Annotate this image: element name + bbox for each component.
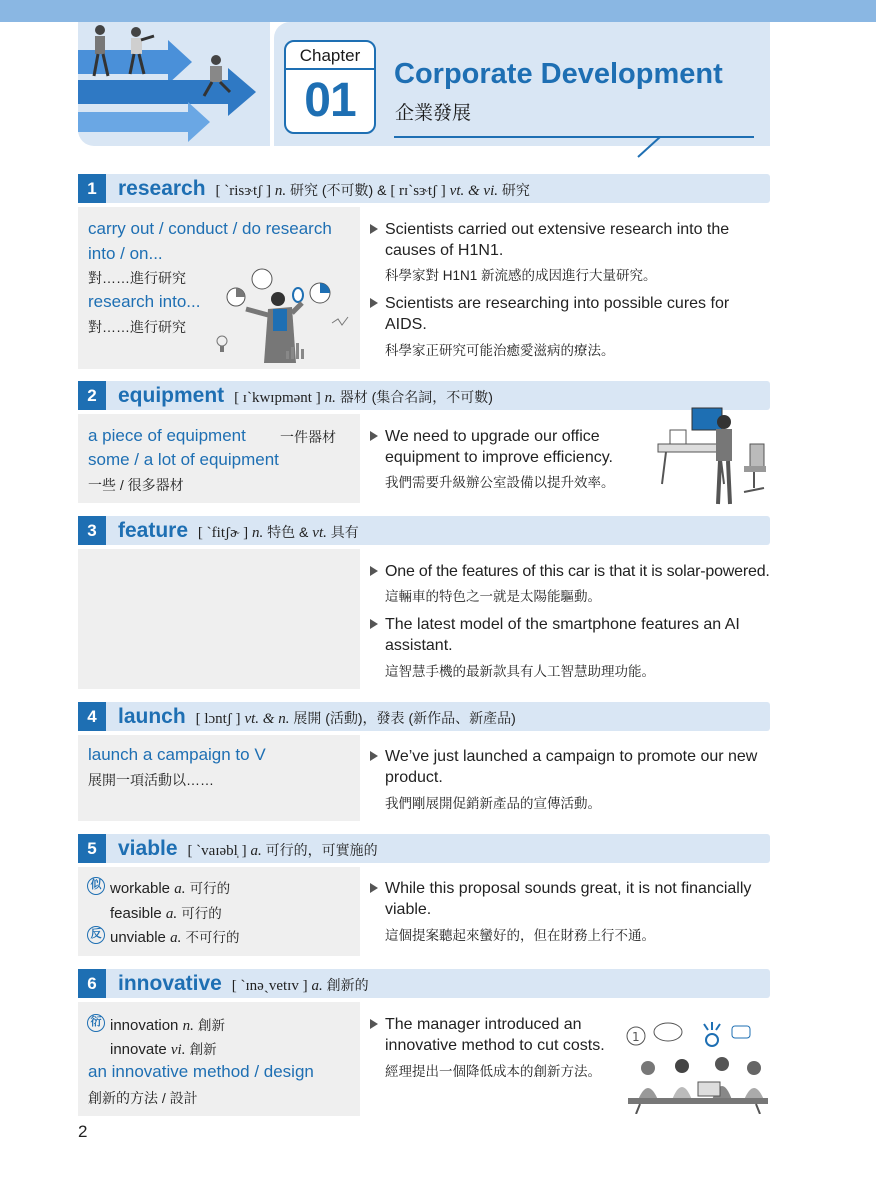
entry-headline [118, 516, 359, 545]
phrase: carry out / conduct / do research [88, 219, 332, 238]
related-word-text: feasible [110, 905, 162, 922]
entry-pos: n. [274, 183, 287, 199]
example-line: Scientists are researching into possible cures for [385, 295, 730, 312]
example-line: causes of H1N1. [385, 242, 504, 259]
word-heading-viable [78, 834, 770, 863]
phrase-translation: 創新的方法 / 設計 [88, 1090, 198, 1106]
entry-pronunciation: [ ˋfitʃɚ ] [197, 525, 249, 541]
example-line: AIDS. [385, 316, 427, 333]
example-translation: 科學家對 H1N1 新流感的成因進行大量研究。 [385, 268, 657, 283]
entry-pos-verb: vt. [312, 525, 327, 541]
entry-number: 3 [78, 516, 106, 545]
example-line: We’ve just launched a campaign to promote our new [385, 748, 758, 765]
entry-pronunciation: [ lɔntʃ ] [195, 711, 241, 727]
svg-text:1: 1 [632, 1030, 640, 1044]
page-number: 2 [78, 1122, 88, 1141]
example-line: equipment to improve efficiency. [385, 449, 613, 466]
example-line: Scientists carried out extensive research into the [385, 221, 730, 238]
bullet-triangle-icon [370, 883, 378, 893]
example-line: product. [385, 769, 443, 786]
related-word-translation: 不可行的 [185, 930, 240, 945]
chapter-badge [284, 40, 376, 134]
bullet-triangle-icon [370, 224, 378, 234]
entry-definition-verb: 具有 [330, 524, 359, 540]
example-translation: 這智慧手機的最新款具有人工智慧助理功能。 [385, 664, 655, 679]
example-english [385, 561, 770, 582]
entry-headline [118, 381, 493, 410]
example-line: One of the features of this car is that it is solar-powered. [385, 563, 770, 580]
example-translation: 科學家正研究可能治癒愛滋病的療法。 [385, 343, 615, 358]
entry-term: equipment [118, 384, 225, 407]
phrase: some / a lot of equipment [88, 450, 279, 469]
entry-pronunciation: [ ˋrisɝtʃ ] [215, 183, 271, 199]
related-word-translation: 創新 [189, 1042, 217, 1057]
related-word [110, 1038, 217, 1059]
entry-headline [118, 702, 516, 731]
entry-pos: vt. & n. [244, 711, 290, 727]
phrase: research into... [88, 292, 201, 311]
example-translation: 經理提出一個降低成本的創新方法。 [385, 1064, 601, 1079]
example-translation: 我們剛展開促銷新產品的宣傳活動。 [385, 796, 601, 811]
chapter-label: Chapter [286, 42, 374, 70]
related-word-translation: 創新 [197, 1018, 225, 1033]
entry-pos: a. [311, 978, 323, 994]
example-english [385, 878, 751, 920]
business-people-arrows-illustration [78, 22, 270, 146]
entry-definition-verb: 研究 [501, 182, 530, 198]
related-word-text: innovate [110, 1041, 167, 1058]
example-english [385, 1014, 605, 1056]
entry-pos: n. [252, 525, 264, 541]
derivative-badge-icon: 衍 [87, 1014, 105, 1032]
entry-pos: n. [324, 390, 336, 406]
entry-definition: 研究 (不可數) & [289, 182, 387, 198]
phrase-box-research [78, 207, 360, 369]
chapter-subtitle: 企業發展 [395, 103, 472, 124]
related-word-pos: a. [165, 906, 178, 922]
phrase-translation: 展開一項活動以…… [88, 772, 214, 788]
bullet-triangle-icon [370, 298, 378, 308]
chapter-title: Corporate Development [394, 58, 723, 90]
phrase-box-launch [78, 735, 360, 821]
bullet-triangle-icon [370, 619, 378, 629]
entry-definition: 特色 & [267, 524, 309, 540]
phrase: an innovative method / design [88, 1062, 314, 1081]
related-word-translation: 可行的 [181, 906, 222, 921]
related-word-pos: a. [174, 881, 186, 897]
example-english [385, 614, 740, 656]
example-line: The latest model of the smartphone features an AI [385, 616, 740, 633]
example-translation: 這輛車的特色之一就是太陽能驅動。 [385, 589, 601, 604]
entry-number: 5 [78, 834, 106, 863]
phrase: launch a campaign to V [88, 745, 266, 764]
example-translation: 這個提案聽起來蠻好的，但在財務上行不通。 [385, 928, 655, 943]
example-line: We need to upgrade our office [385, 428, 600, 445]
related-word-translation: 可行的 [189, 881, 231, 896]
team-meeting-illustration [620, 1020, 770, 1114]
phrase-box-viable [78, 867, 360, 956]
related-word-text: innovation [110, 1017, 179, 1034]
related-word [110, 926, 239, 947]
related-word [110, 877, 230, 898]
phrase: a piece of equipment [88, 426, 246, 445]
synonym-badge-icon: 似 [87, 877, 105, 895]
example-line: viable. [385, 901, 432, 918]
word-heading-innovative [78, 969, 770, 998]
entry-number: 4 [78, 702, 106, 731]
entry-definition: 創新的 [326, 977, 369, 993]
related-word-text: workable [110, 880, 171, 897]
entry-term: launch [118, 705, 186, 728]
entry-pronunciation: [ ˋɪnəˏvetɪv ] [231, 978, 308, 994]
phrase-translation: 一些 / 很多器材 [88, 477, 184, 493]
office-workstation-illustration [648, 404, 772, 508]
entry-term: viable [118, 837, 178, 860]
header-rule [394, 136, 754, 138]
phrase-translation: 對……進行研究 [88, 270, 186, 286]
phrase: into / on... [88, 244, 163, 263]
entry-pronunciation: [ ɪˋkwɪpmənt ] [234, 390, 321, 406]
entry-definition: 展開 (活動)，發表 (新作品、新產品) [293, 710, 516, 726]
related-word-pos: a. [170, 930, 182, 946]
related-word-pos: vi. [170, 1042, 186, 1058]
bullet-triangle-icon [370, 751, 378, 761]
header-illustration-panel [78, 22, 270, 146]
entry-pronunciation: [ ˋvaɪəbl̩ ] [187, 843, 247, 859]
example-line: innovative method to cut costs. [385, 1037, 605, 1054]
entry-headline [118, 834, 378, 863]
entry-definition: 器材 (集合名詞，不可數) [339, 389, 493, 405]
entry-definition: 可行的，可實施的 [265, 842, 378, 858]
entry-number: 2 [78, 381, 106, 410]
researcher-charts-illustration [212, 263, 358, 367]
header-rule-tick [636, 136, 662, 158]
entry-pos-verb: vt. & vi. [449, 183, 498, 199]
related-word [110, 902, 222, 923]
bullet-triangle-icon [370, 566, 378, 576]
example-english [385, 293, 729, 335]
related-word [110, 1014, 225, 1035]
entry-term: innovative [118, 972, 222, 995]
entry-pos: a. [250, 843, 262, 859]
example-line: assistant. [385, 637, 453, 654]
top-color-bar [0, 0, 876, 22]
chapter-number: 01 [304, 74, 356, 127]
entry-term: feature [118, 519, 189, 542]
example-english [385, 219, 729, 261]
related-word-pos: n. [182, 1018, 194, 1034]
example-english [385, 426, 613, 468]
related-word-text: unviable [110, 929, 166, 946]
entry-headline [118, 969, 369, 998]
example-line: While this proposal sounds great, it is not financially [385, 880, 752, 897]
entry-pronunciation-verb: [ rɪˋsɝtʃ ] [390, 183, 446, 199]
phrase-translation: 一件器材 [280, 429, 336, 445]
example-translation: 我們需要升級辦公室設備以提升效率。 [385, 475, 615, 490]
example-line: The manager introduced an [385, 1016, 582, 1033]
entry-number: 1 [78, 174, 106, 203]
word-heading-research [78, 174, 770, 203]
bullet-triangle-icon [370, 1019, 378, 1029]
word-heading-feature [78, 516, 770, 545]
entry-number: 6 [78, 969, 106, 998]
entry-headline [118, 174, 530, 203]
entry-term: research [118, 177, 206, 200]
phrase-box-innovative [78, 1002, 360, 1116]
word-heading-launch [78, 702, 770, 731]
antonym-badge-icon: 反 [87, 926, 105, 944]
example-english [385, 746, 757, 788]
phrase-box-equipment [78, 414, 360, 503]
phrase-box-feature [78, 549, 360, 689]
phrase-translation: 對……進行研究 [88, 319, 186, 335]
bullet-triangle-icon [370, 431, 378, 441]
